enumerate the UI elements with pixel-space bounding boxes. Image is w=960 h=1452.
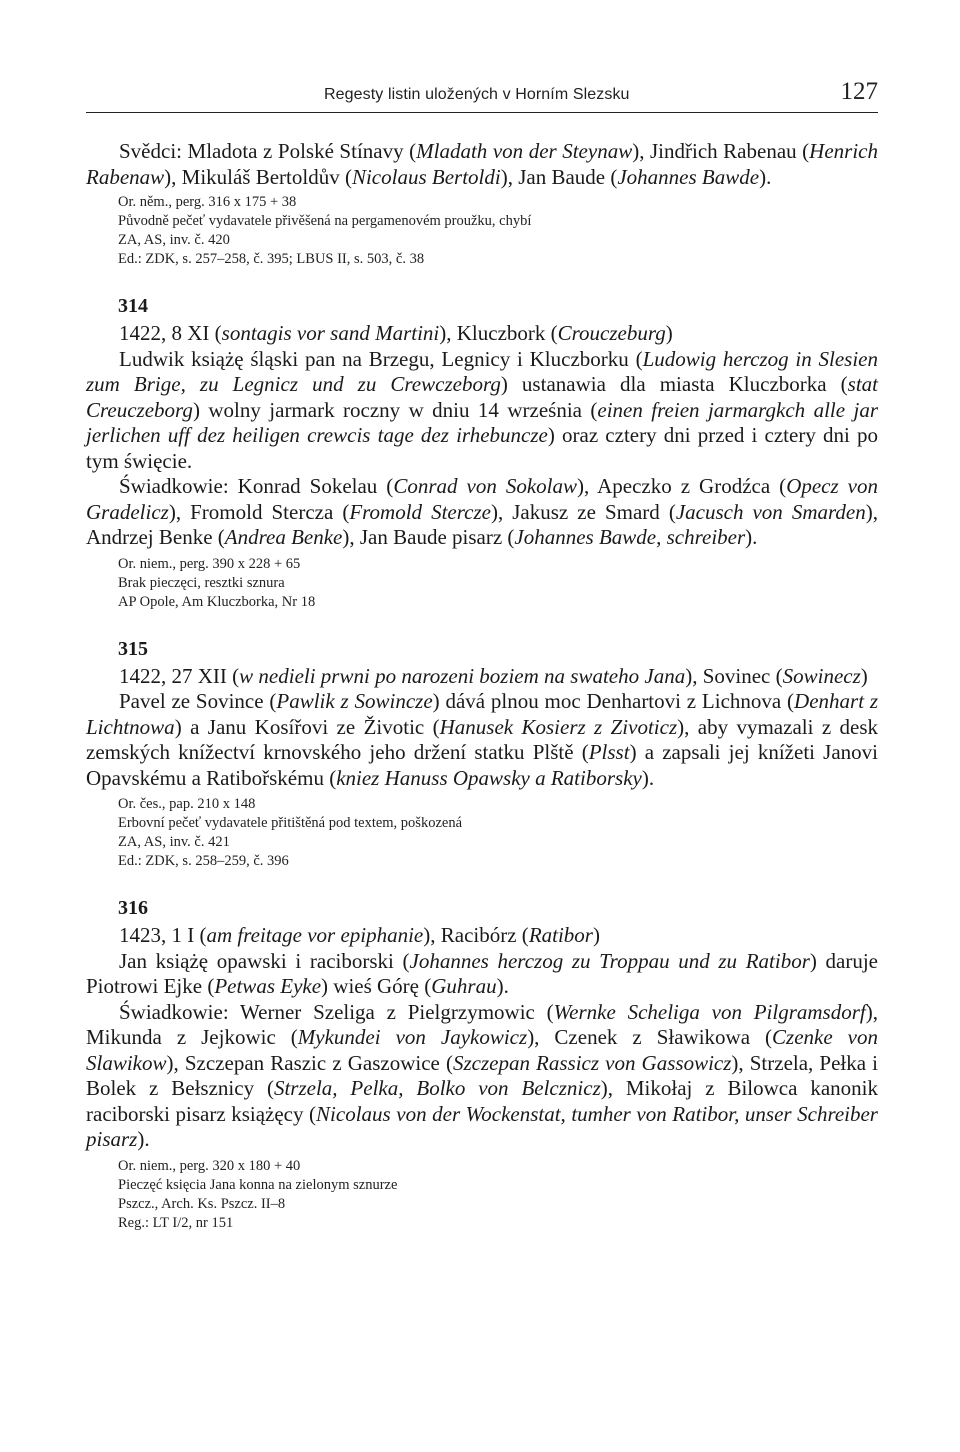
italic-quote: sontagis vor sand Martini [221,321,440,345]
date-place-line [86,923,878,949]
regest-entry [86,636,878,872]
text-run: 1423, 1 I ( [119,923,207,947]
archival-note: Brak pieczęci, resztki sznura [118,574,285,591]
regest-entry [86,293,878,612]
text-run: ), Sovinec ( [685,663,783,688]
text-run: ), Andrzej Benke ( [86,499,878,549]
text-run: ) [592,923,600,947]
archival-note: Pszcz., Arch. Ks. Pszcz. II–8 [118,1195,286,1212]
text-run: ). [759,164,772,189]
italic-quote: Czenke von Slawikow [86,1025,878,1075]
document-page [86,72,878,1233]
archival-note: Reg.: LT I/2, nr 151 [118,1214,234,1231]
date-place-line [86,321,878,347]
text-run: ) [860,663,868,688]
text-run: Świadkowie: Werner Szeliga z Pielgrzymowic ( [119,999,554,1024]
text-run: ), Jan Baude ( [500,164,618,189]
text-run: ), Mikunda z Jejkowic ( [86,999,878,1049]
italic-quote: am freitage vor epiphanie [206,923,424,947]
text-run: ), aby vymazali z desk zemských knížectví krnovského jeho držení statku Plště ( [86,714,879,764]
archival-note: Or. něm., perg. 316 x 175 + 38 [118,194,297,210]
entry-number: 316 [118,897,148,919]
text-run: 1422, 8 XI ( [119,321,222,345]
text-run: Pavel ze Sovince ( [119,689,277,713]
italic-quote: Henrich Rabenaw [86,139,878,189]
main-text [86,139,878,1233]
text-run: ), Mikołaj z Bilowca kanonik raciborski pisarz książęcy ( [86,1076,878,1126]
text-run: ), Fromold Stercza ( [168,499,350,524]
text-run: Świadkowie: Konrad Sokelau ( [119,474,394,498]
text-run: ), Jakusz ze Smard ( [490,499,676,524]
text-run: ) a Janu Kosířovi ze Životic ( [174,714,440,739]
text-run: ) wolny jarmark roczny w dniu 14 września ( [192,397,598,422]
text-run: ), Czenek z Sławikowa ( [527,1025,773,1049]
italic-quote: Strzela, Pelka, Bolko von Belcznicz [273,1076,601,1100]
text-run: ), Apeczko z Grodźca ( [577,474,787,498]
text-run: ), Mikuláš Bertoldův ( [164,164,352,189]
archival-note: Pieczęć księcia Jana konna na zielonym sznurze [118,1176,398,1193]
italic-quote: Mladath von der Steynaw [416,139,633,163]
regest-entry [86,895,878,1233]
italic-quote: Nicolaus Bertoldi [351,164,501,189]
italic-quote: Plsst [588,740,630,764]
text-run: ) dává plnou moc Denhartovi z Lichnova ( [432,689,795,713]
page-number: 127 [840,78,878,105]
text-run: ), Strzela, Pełka i Bolek z Bełsznicy ( [86,1050,878,1100]
text-run: ). [137,1127,150,1151]
italic-quote: Ludowig herczog in Slesien zum Brige, zu Legnicz und zu Crewczeborg [86,346,879,396]
italic-quote: stat Creuczeborg [86,372,878,422]
text-run: ). [496,974,509,998]
italic-quote: Sowinecz [782,663,861,688]
italic-quote: Jacusch von Smarden [675,499,866,524]
regest-content [86,949,878,1000]
archival-note: Erbovní pečeť vydavatele přitištěná pod textem, poškozená [118,815,463,831]
text-run: Svědci: Mladota z Polské Stínavy ( [119,139,417,163]
italic-quote: Fromold Stercze [349,499,491,524]
italic-quote: Conrad von Sokolaw [393,474,577,498]
text-run: ) a zapsali jej knížeti Janovi Opavskému a Ratibořskému ( [86,740,878,790]
archival-note: ZA, AS, inv. č. 420 [118,232,230,248]
text-run: ) oraz cztery dni przed i cztery dni po tym święcie. [86,423,878,473]
entry-number: 314 [118,295,148,317]
italic-quote: Johannes Bawde, schreiber [514,525,746,549]
archival-note: ZA, AS, inv. č. 421 [118,834,230,850]
regest-content [86,689,878,791]
italic-quote: kniez Hanuss Opawsky a Ratiborsky [336,765,642,790]
regest-content [86,347,878,475]
text-run: ), Kluczbork ( [439,321,558,345]
text-run: ), Szczepan Raszic z Gaszowice ( [166,1050,453,1075]
italic-quote: Ratibor [528,923,593,947]
archival-note: Ed.: ZDK, s. 257–258, č. 395; LBUS II, s. 503, č. 38 [118,251,425,267]
witnesses-paragraph [86,139,878,190]
italic-quote: w nedieli prwni po narozeni boziem na swateho Jana [239,663,686,688]
archival-notes [86,1157,878,1233]
italic-quote: Crouczeburg [557,321,666,345]
text-run: ) ustanawia dla miasta Kluczborka ( [500,372,848,396]
italic-quote: Johannes Bawde [617,164,760,189]
italic-quote: Guhrau [431,974,497,998]
archival-note: Ed.: ZDK, s. 258–259, č. 396 [118,853,289,869]
text-run: ), Jan Baude pisarz ( [342,525,515,549]
italic-quote: Mykundei von Jaykowicz [297,1025,528,1049]
intro-notes [86,193,878,269]
italic-quote: Szczepan Rassicz von Gassowicz [452,1050,732,1075]
archival-note: Or. niem., perg. 320 x 180 + 40 [118,1157,301,1174]
archival-note: AP Opole, Am Kluczborka, Nr 18 [118,593,316,610]
archival-note: Or. niem., perg. 390 x 228 + 65 [118,555,301,572]
text-run: Ludwik książę śląski pan na Brzegu, Legnicy i Kluczborku ( [119,346,643,371]
italic-quote: Pawlik z Sowincze [276,689,433,713]
text-run: Jan książę opawski i raciborski ( [119,948,410,973]
text-run: ) [665,321,673,345]
running-title: Regesty listin uložených v Horním Slezsku [324,86,630,103]
italic-quote: Petwas Eyke [214,974,322,998]
text-run: ) wieś Górę ( [321,974,432,998]
italic-quote: Hanusek Kosierz z Zivoticz [439,714,678,739]
witnesses-paragraph [86,1000,878,1153]
archival-note: Or. čes., pap. 210 x 148 [118,796,256,812]
text-run: ). [745,525,758,549]
text-run: ), Racibórz ( [423,923,529,947]
text-run: 1422, 27 XII ( [119,663,240,688]
date-place-line [86,664,878,690]
italic-quote: einen freien jarmargkch alle jar jerlichen uff dez heiligen crewcis tage dez irhebuncze [86,397,878,447]
italic-quote: Opecz von Gradelicz [86,474,878,524]
italic-quote: Wernke Scheliga von Pilgramsdorf [553,999,866,1024]
archival-notes [86,795,878,871]
italic-quote: Johannes herczog zu Troppau und zu Ratibor [409,948,810,973]
archival-note: Původně pečeť vydavatele přivěšená na pergamenovém proužku, chybí [118,213,532,229]
regest-entries [86,293,878,1233]
text-run: ), Jindřich Rabenau ( [632,139,810,163]
italic-quote: Andrea Benke [224,525,343,549]
italic-quote: Denhart z Lichtnowa [86,689,879,739]
text-run: ). [641,765,655,790]
text-run: ) daruje Piotrowi Ejke ( [86,948,878,998]
intro-block [86,139,878,269]
archival-notes [86,555,878,612]
running-header [86,72,878,113]
entry-number: 315 [118,637,148,660]
witnesses-paragraph [86,474,878,551]
italic-quote: Nicolaus von der Wockenstat, tumher von Ratibor, unser Schreiber pisarz [86,1101,878,1151]
